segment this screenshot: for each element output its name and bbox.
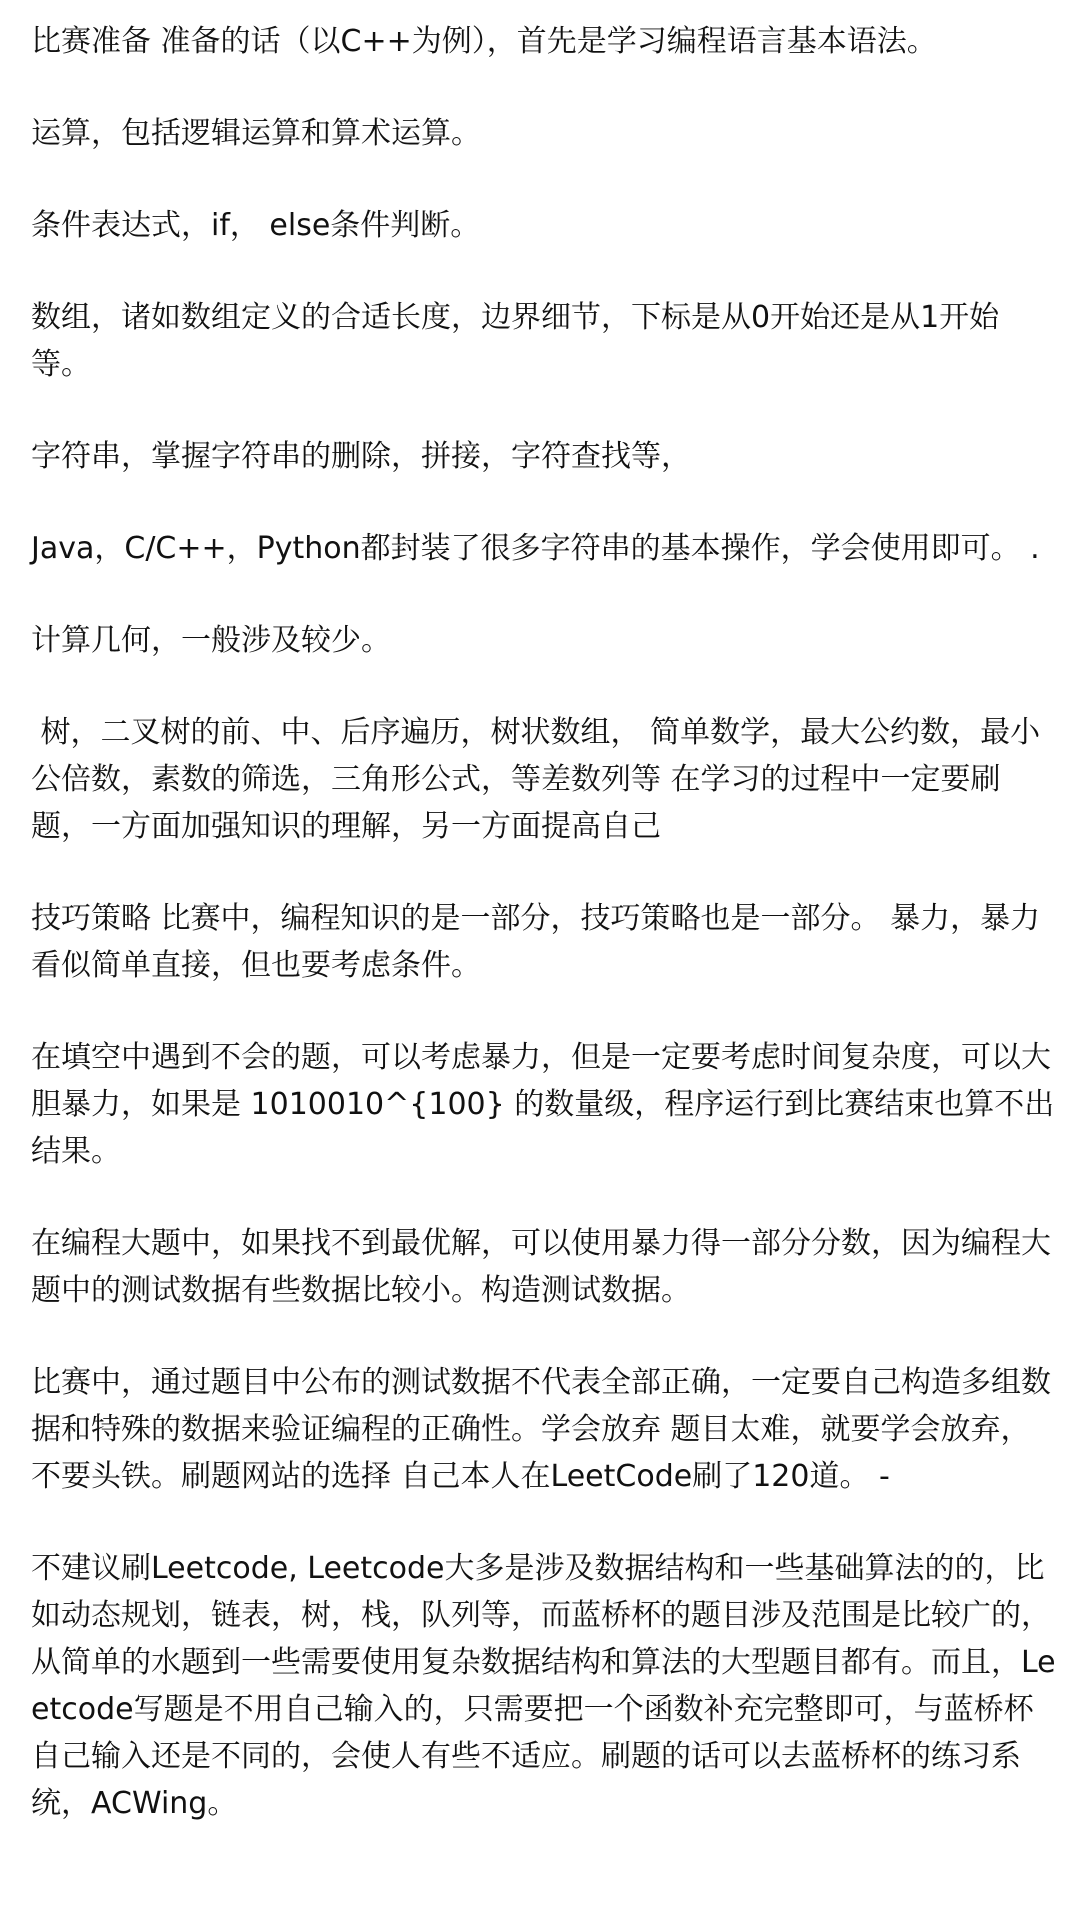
- paragraph-strings: 字符串，掌握字符串的删除，拼接，字符查找等，: [31, 439, 691, 474]
- paragraph-arrays: 数组，诸如数组定义的合适长度，边界细节，下标是从0开始还是从1开始等。: [31, 300, 1000, 382]
- paragraph-conditionals: 条件表达式，if， else条件判断。: [31, 208, 481, 243]
- paragraph-syntax: 比赛准备 准备的话（以C++为例），首先是学习编程语言基本语法。: [31, 24, 937, 59]
- paragraph-test-data: 比赛中，通过题目中公布的测试数据不代表全部正确，一定要自己构造多组数据和特殊的数据来验证编程的正确性。学会放弃 题目太难，就要学会放弃，不要头铁。刷题网站的选择 自己本人在LeetCode刷了120道。 -: [31, 1365, 1051, 1494]
- paragraph-brute-force: 在填空中遇到不会的题，可以考虑暴力，但是一定要考虑时间复杂度，可以大胆暴力，如果是 1010010^{100} 的数量级，程序运行到比赛结束也算不出结果。: [31, 1040, 1055, 1169]
- paragraph-operations: 运算，包括逻辑运算和算术运算。: [31, 116, 481, 151]
- paragraph-practice-sites: 不建议刷Leetcode, Leetcode大多是涉及数据结构和一些基础算法的的，比如动态规划，链表，树，栈，队列等，而蓝桥杯的题目涉及范围是比较广的，从简单的水题到一些需要使用复杂数据结构和算法的大型题目都有。而且，Leetcode写题是不用自己输入的，只需要把一个函数补充完整即可，与蓝桥杯自己输入还是不同的，会使人有些不适应。刷题的话可以去蓝桥杯的练习系统，ACWing。: [31, 1551, 1056, 1821]
- paragraph-partial-score: 在编程大题中，如果找不到最优解，可以使用暴力得一部分分数，因为编程大题中的测试数据有些数据比较小。构造测试数据。: [31, 1226, 1051, 1308]
- paragraph-trees-math: 树，二叉树的前、中、后序遍历，树状数组， 简单数学，最大公约数，最小公倍数，素数的筛选，三角形公式，等差数列等 在学习的过程中一定要刷题，一方面加强知识的理解，另一方面提高自己: [31, 715, 1041, 844]
- paragraph-strategy: 技巧策略 比赛中，编程知识的是一部分，技巧策略也是一部分。 暴力，暴力看似简单直接，但也要考虑条件。: [31, 901, 1041, 983]
- paragraph-string-libraries: Java，C/C++，Python都封装了很多字符串的基本操作，学会使用即可。 .: [31, 531, 1040, 566]
- paragraph-geometry: 计算几何，一般涉及较少。: [31, 623, 391, 658]
